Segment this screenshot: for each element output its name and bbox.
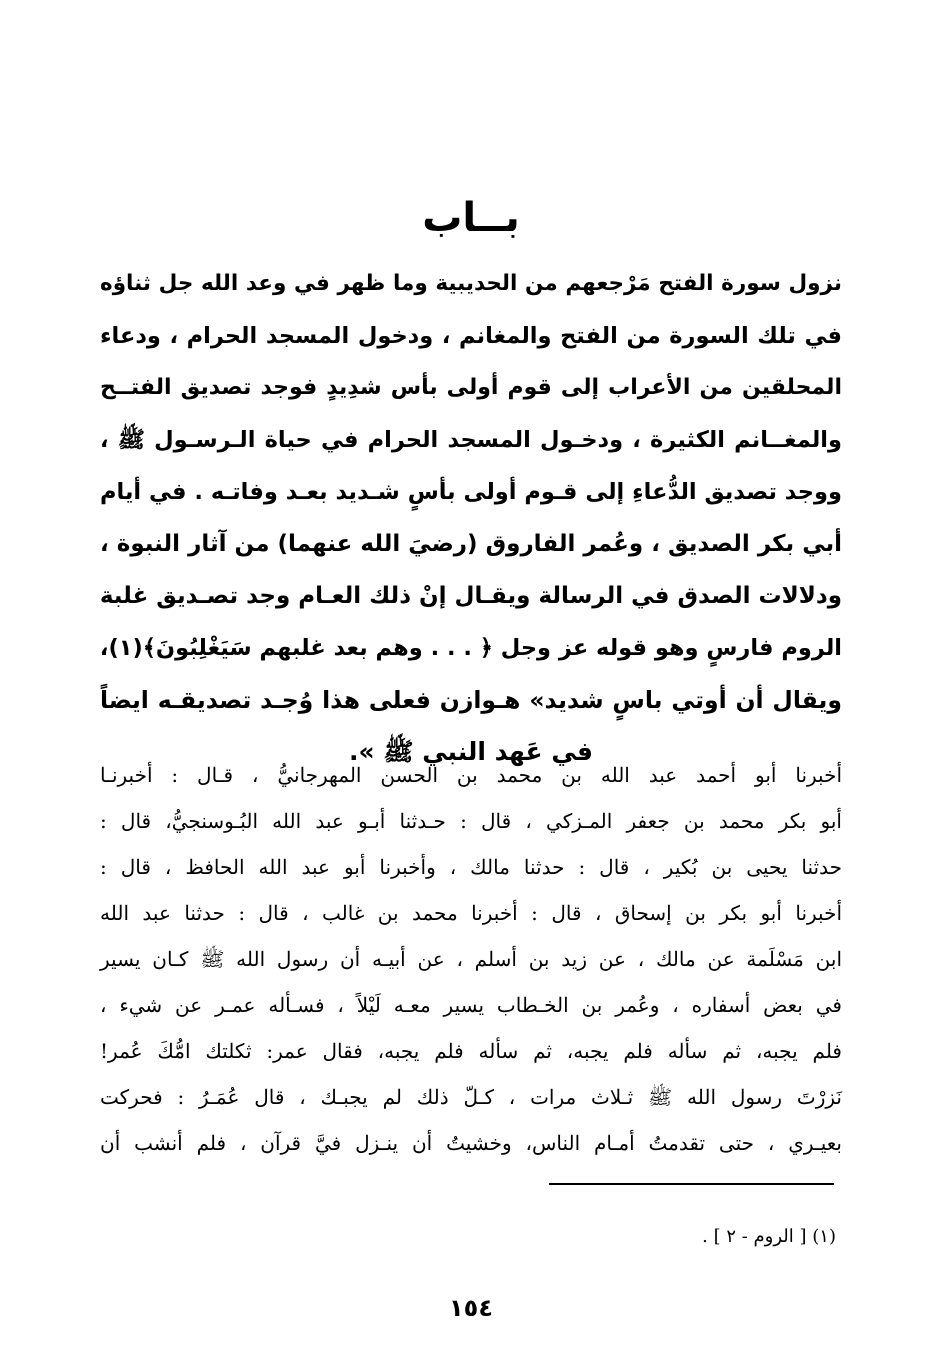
footnote: (١) [ الروم - ٢ ] . [702, 1226, 836, 1247]
body-line: ابن مَسْلَمة عن مالك ، عن زيد بن أسلم ، عن أبيـه أن رسول الله ﷺ كـان يسير [100, 947, 843, 971]
body-line: فلم يجبه، ثم سأله فلم يجبه، ثم سأله فلم يجبه، فقال عمر: ثكلتك امُّكَ عُمر! [100, 1039, 842, 1063]
heading-line: نزول سورة الفتح مَرْجعهم من الحديبية وما ظهر في وعد الله جل ثناؤه [100, 271, 842, 296]
heading-line: أبي بكر الصديق ، وعُمر الفاروق (رضيَ الله عنهما) من آثار النبوة ، [100, 531, 842, 557]
heading-line: ووجد تصديق الدُّعاءِ إلى قـوم أولى بأسٍ شـديد بعـد وفاتـه . في أيام [100, 479, 842, 505]
body-line: في بعض أسفاره ، وعُمر بن الخـطاب يسير معـه لَيْلاً ، فسـأله عمـر عن شيء ، [100, 993, 842, 1017]
body-text [100, 752, 842, 1166]
heading-line: في تلك السورة من الفتح والمغانم ، ودخول المسجد الحرام ، ودعاء [100, 323, 842, 349]
heading-line: والمغــانم الكثيرة ، ودخـول المسجد الحرام في حياة الـرسـول ﷺ ، [100, 427, 842, 453]
chapter-title: بــاب [422, 195, 520, 241]
body-line: أخبرنا أبو بكر بن إسحاق ، قال : أخبرنا محمد بن غالب ، قال : حدثنا عبد الله [100, 901, 842, 925]
body-line: حدثنا يحيى بن بُكير ، قال : حدثنا مالك ، وأخبرنا أبو عبد الله الحافظ ، قال : [100, 855, 842, 879]
heading-line: ويقال أن أوتي باسٍ شديد» هـوازن فعلى هذا وُجـد تصديقـه ايضاً [100, 686, 842, 714]
heading-line: ودلالات الصدق في الرسالة ويقـال إنْ ذلك العـام وجد تصـديق غلبة [99, 583, 842, 609]
body-line: بعيـري ، حتى تقدمتُ أمـام الناس، وخشيتُ أن ينـزل فيَّ قرآن ، فلم أنشب أن [100, 1131, 842, 1155]
body-line: أخبرنا أبو أحمد عبد الله بن محمد بن الحسن المهرجانيُّ ، قـال : أخبرنـا [100, 763, 842, 787]
page-number: ١٥٤ [449, 1294, 493, 1322]
heading-line: في عَهد النبي ﷺ ». [348, 737, 593, 766]
body-line: أبو بكر محمد بن جعفر المـزكي ، قال : حـدثنا أبـو عبد الله البُـوسنجيُّ، قال : [100, 809, 842, 833]
heading-line: المحلقين من الأعراب إلى قوم أولى بأس شدِيدٍ فوجد تصديق الفتــح [100, 375, 842, 400]
heading-line: الروم فارسٍ وهو قوله عز وجل ﴿ . . . وهم بعد غلبهم سَيَغْلِبُونَ﴾(١)، [99, 635, 842, 661]
footnote-divider [549, 1183, 834, 1185]
body-line: نَزرْتَ رسول الله ﷺ ثـلاث مرات ، كـلّ ذلك لم يجبـك ، قال عُمَـرُ : فحركت [100, 1085, 842, 1109]
chapter-heading [100, 258, 842, 778]
